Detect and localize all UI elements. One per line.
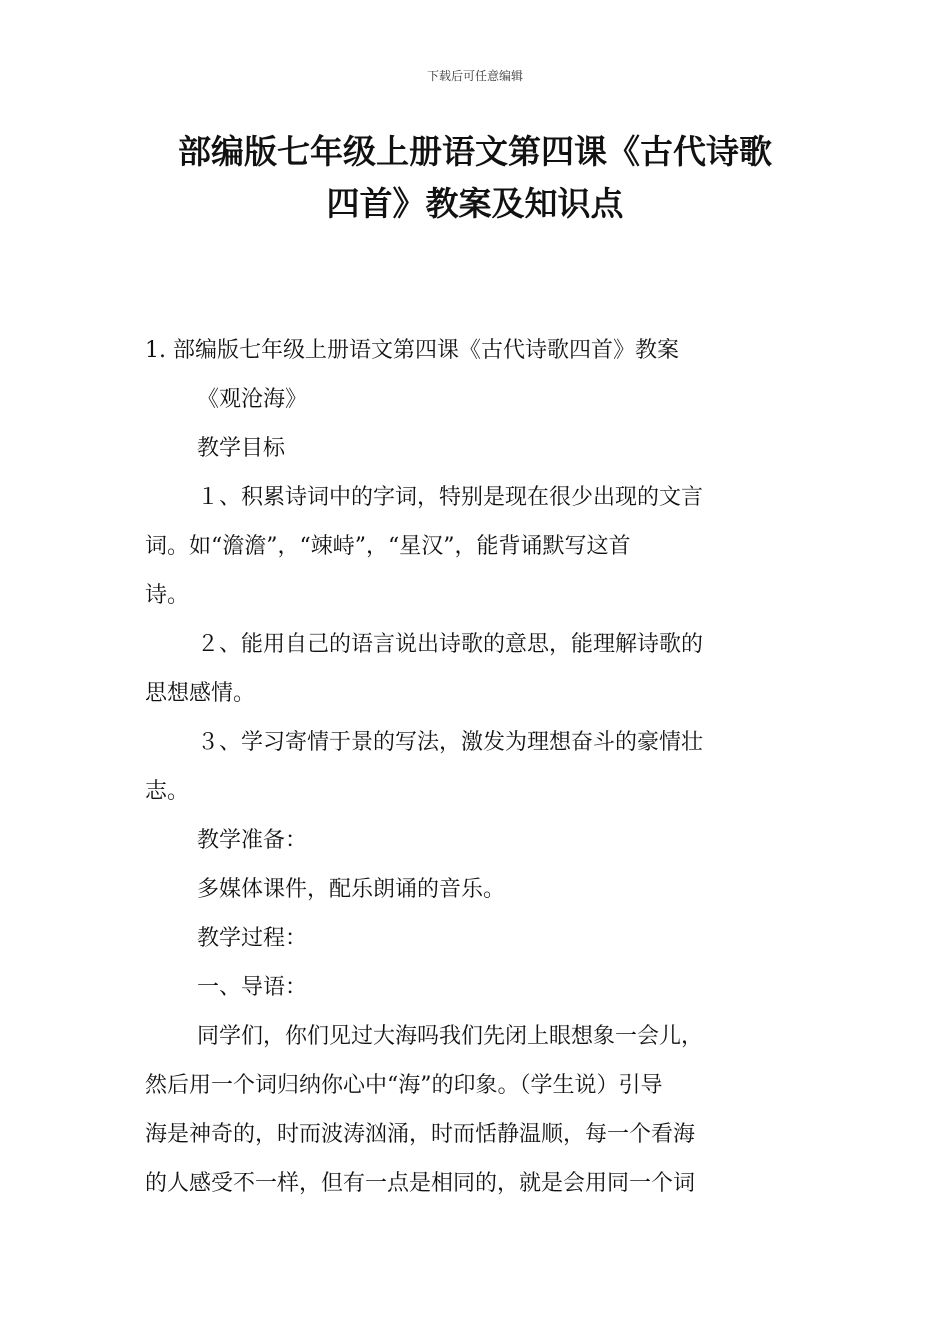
intro-line-3: 海是神奇的，时而波涛汹涌，时而恬静温顺，每一个看海	[145, 1122, 696, 1147]
goal-1-line-2: 词。如“澹澹”，“竦峙”，“星汉”，能背诵默写这首	[145, 534, 631, 559]
goal-2-line-1: ２、能用自己的语言说出诗歌的意思，能理解诗歌的	[197, 632, 704, 657]
title-line-1: 部编版七年级上册语文第四课《古代诗歌	[178, 132, 772, 171]
intro-line-4: 的人感受不一样，但有一点是相同的，就是会用同一个词	[145, 1171, 696, 1196]
intro-line-1: 同学们，你们见过大海吗我们先闭上眼想象一会儿，	[197, 1024, 704, 1049]
intro-line-2: 然后用一个词归纳你心中“海”的印象。（学生说）引导	[145, 1073, 663, 1098]
section-heading: 1. 部编版七年级上册语文第四课《古代诗歌四首》教案	[145, 338, 679, 363]
goal-3-line-1: ３、学习寄情于景的写法，激发为理想奋斗的豪情壮	[197, 730, 704, 755]
page-header-note: 下载后可任意编辑	[426, 69, 523, 83]
goal-1-line-3: 诗。	[145, 583, 190, 608]
document-title	[100, 126, 850, 230]
poem-title: 《观沧海》	[197, 387, 308, 412]
prep-text: 多媒体课件，配乐朗诵的音乐。	[197, 877, 506, 902]
goal-2-line-2: 思想感情。	[145, 681, 256, 706]
goal-3-line-2: 志。	[145, 779, 190, 804]
goals-heading: 教学目标	[197, 436, 286, 461]
document-body	[145, 326, 810, 1208]
prep-heading: 教学准备：	[197, 828, 308, 853]
goal-1-line-1: １、积累诗词中的字词，特别是现在很少出现的文言	[197, 485, 704, 510]
step-1-heading: 一、导语：	[197, 975, 308, 1000]
title-line-2: 四首》教案及知识点	[326, 184, 624, 223]
process-heading: 教学过程：	[197, 926, 308, 951]
